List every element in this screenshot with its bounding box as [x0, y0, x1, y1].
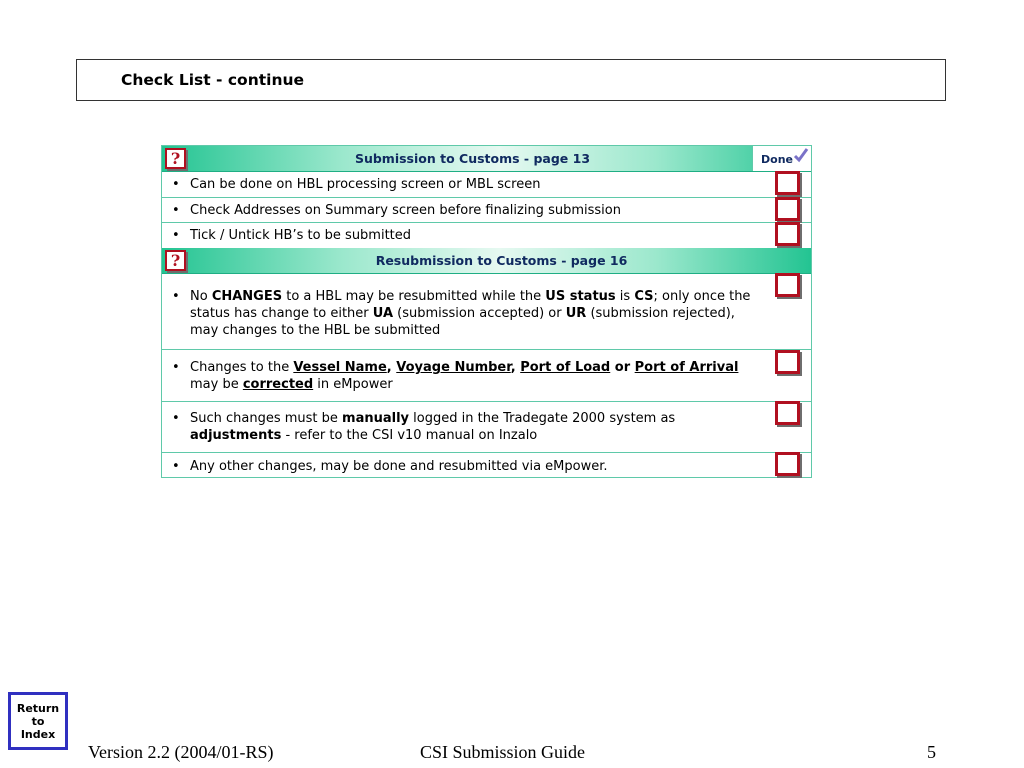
checklist-row	[162, 402, 811, 453]
checklist-row	[162, 274, 811, 350]
footer-version: Version 2.2 (2004/01-RS)	[88, 742, 274, 762]
bullet: •	[172, 411, 180, 426]
title-box	[76, 59, 946, 101]
footer-guide-title: CSI Submission Guide	[420, 742, 586, 762]
item-text: Can be done on HBL processing screen or MBL screen	[190, 177, 541, 192]
checklist-row	[162, 350, 811, 402]
item-text: Check Addresses on Summary screen before finalizing submission	[190, 203, 621, 218]
section-header-resubmission	[162, 248, 811, 274]
done-checkbox[interactable]	[775, 197, 800, 221]
checklist-row	[162, 223, 811, 248]
item-text: Any other changes, may be done and resubmitted via eMpower.	[190, 459, 608, 474]
done-checkbox[interactable]	[775, 350, 800, 374]
return-to-index-button[interactable]	[8, 692, 68, 750]
return-to-index-label: Return to Index	[16, 701, 60, 741]
done-checkbox[interactable]	[775, 452, 800, 476]
help-question-icon[interactable]: ?	[165, 148, 186, 169]
section-title-submission: Submission to Customs - page 13	[354, 151, 591, 166]
done-checkbox[interactable]	[775, 401, 800, 425]
footer-page-number: 5	[927, 742, 936, 762]
done-checkbox[interactable]	[775, 171, 800, 195]
page-title: Check List - continue	[121, 71, 305, 89]
item-text: Such changes must be manually logged in the Tradegate 2000 system as adjustments - refer to the CSI v10 manual on Inzalo	[190, 411, 676, 443]
section-header-submission	[162, 146, 811, 172]
bullet: •	[172, 228, 180, 243]
done-checkbox[interactable]	[775, 273, 800, 297]
bullet: •	[172, 289, 180, 304]
checklist-row	[162, 198, 811, 223]
section-title-resubmission: Resubmission to Customs - page 16	[375, 253, 628, 268]
bullet: •	[172, 459, 180, 474]
checkmark-icon	[793, 147, 809, 163]
bullet: •	[172, 177, 180, 192]
done-checkbox[interactable]	[775, 222, 800, 246]
item-text: Tick / Untick HB’s to be submitted	[190, 228, 412, 243]
checklist-row	[162, 453, 811, 478]
checklist-row	[162, 172, 811, 198]
bullet: •	[172, 360, 180, 375]
item-text: No CHANGES to a HBL may be resubmitted while the US status is CS; only once the status has change to either UA (submission accepted) or UR (submission rejected), may changes to the HBL be submitted	[190, 289, 751, 338]
item-text: Changes to the Vessel Name, Voyage Number, Port of Load or Port of Arrival may be corrected in eMpower	[190, 360, 739, 392]
bullet: •	[172, 203, 180, 218]
checklist-table	[161, 145, 812, 478]
done-label: Done	[761, 153, 793, 166]
done-column-header	[752, 146, 811, 171]
help-question-icon[interactable]: ?	[165, 250, 186, 271]
